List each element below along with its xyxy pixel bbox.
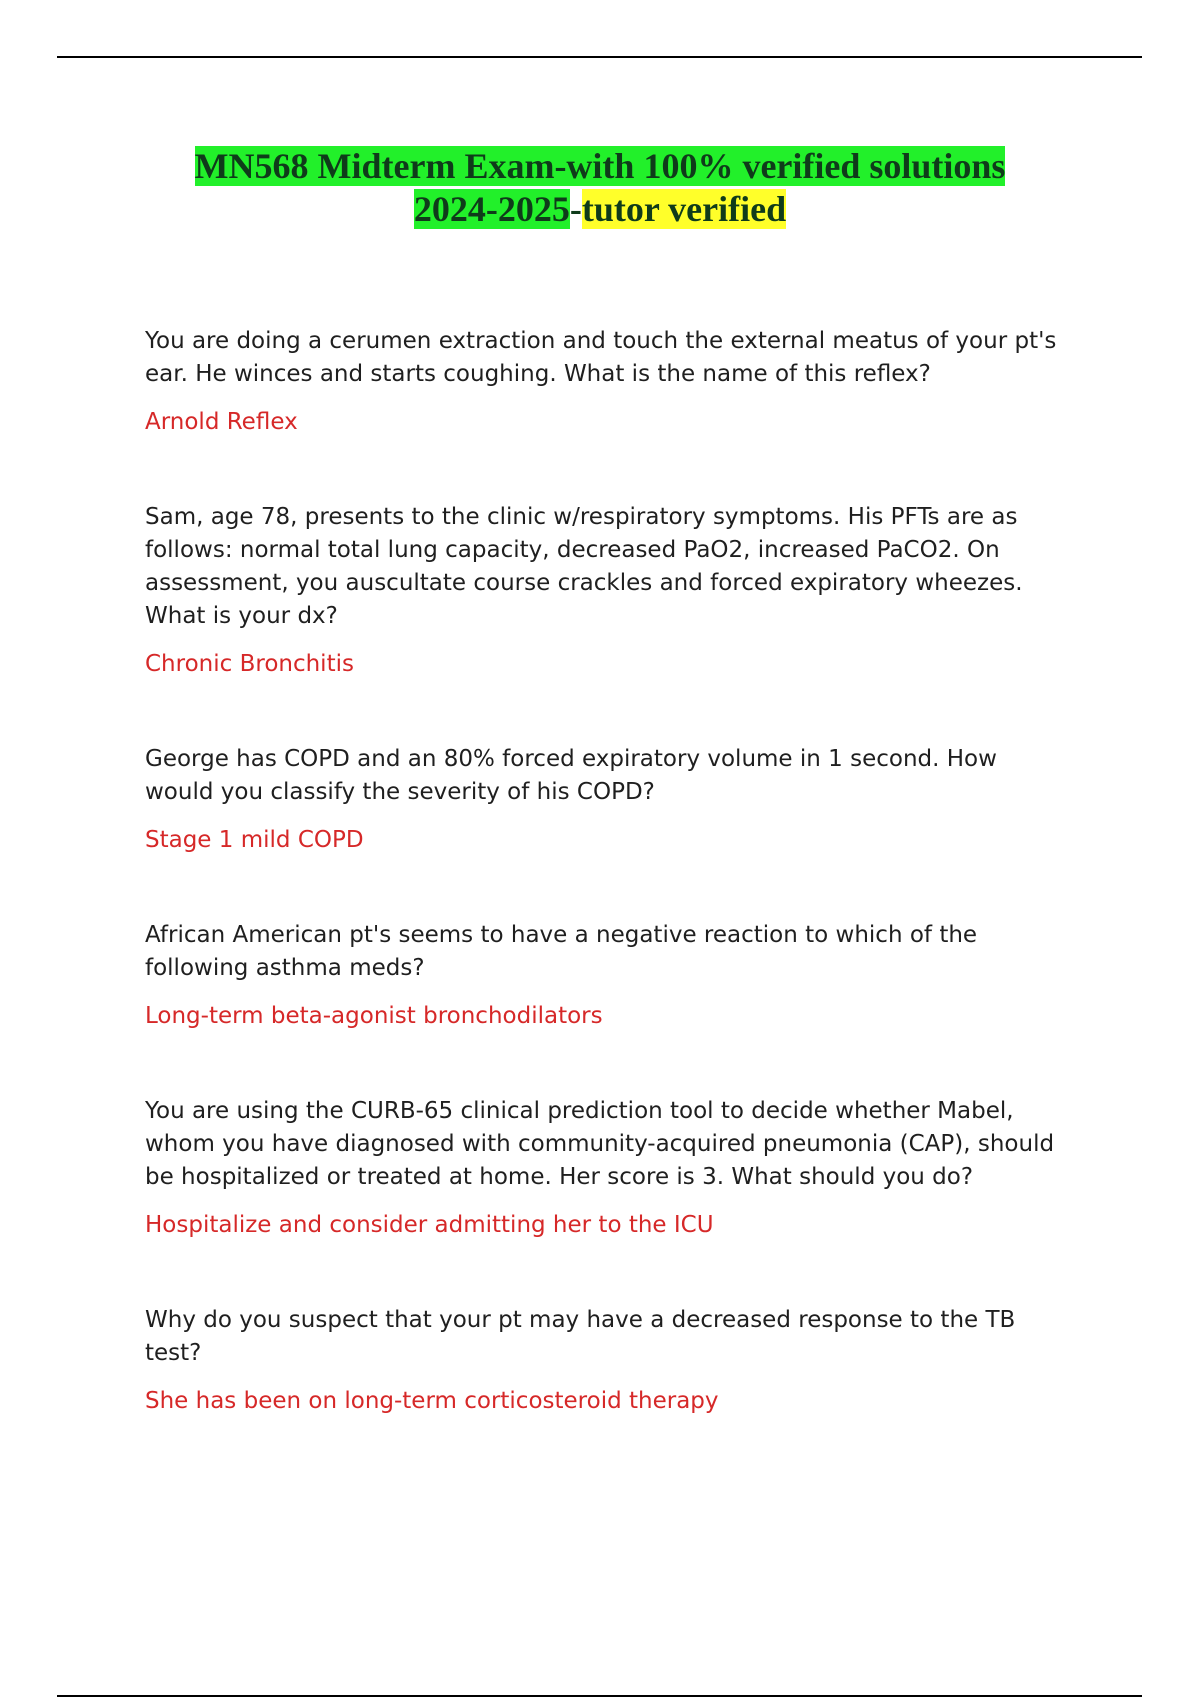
qa-item [145, 325, 1065, 439]
question-text: You are using the CURB-65 clinical prediction tool to decide whether Mabel, whom you have diagnosed with community-acquired pneumonia (CAP), should be hospitalized or treated at home. Her score is 3. What should you do? [145, 1098, 1055, 1190]
page-title [100, 145, 1100, 231]
title-line-1: MN568 Midterm Exam-with 100% verified solutions [194, 146, 1006, 186]
qa-item [145, 1304, 1065, 1418]
answer-text: Long-term beta-agonist bronchodilators [145, 1003, 603, 1029]
qa-item [145, 743, 1065, 857]
question-text: Why do you suspect that your pt may have a decreased response to the TB test? [145, 1307, 1016, 1366]
answer-text: Chronic Bronchitis [145, 651, 354, 677]
question-text: Sam, age 78, presents to the clinic w/respiratory symptoms. His PFTs are as follows: normal total lung capacity, decreased PaO2, increased PaCO2. On assessment, you auscultate course crackles and forced expiratory wheezes. What is your dx? [145, 504, 1023, 629]
top-rule [57, 56, 1142, 58]
qa-list [145, 325, 1065, 1418]
answer-text: Arnold Reflex [145, 409, 298, 435]
title-year: 2024-2025 [413, 189, 570, 229]
answer-text: Hospitalize and consider admitting her to the ICU [145, 1212, 714, 1238]
qa-item [145, 501, 1065, 681]
answer-text: She has been on long-term corticosteroid therapy [145, 1388, 719, 1414]
bottom-rule [57, 1695, 1142, 1697]
title-tutor-verified: tutor verified [581, 189, 787, 229]
question-text: You are doing a cerumen extraction and touch the external meatus of your pt's ear. He winces and starts coughing. What is the name of this reflex? [145, 328, 1057, 387]
answer-text: Stage 1 mild COPD [145, 827, 364, 853]
question-text: George has COPD and an 80% forced expiratory volume in 1 second. How would you classify the severity of his COPD? [145, 746, 997, 805]
qa-item [145, 919, 1065, 1033]
qa-item [145, 1095, 1065, 1242]
question-text: African American pt's seems to have a negative reaction to which of the following asthma meds? [145, 922, 978, 981]
title-separator: - [569, 189, 582, 229]
